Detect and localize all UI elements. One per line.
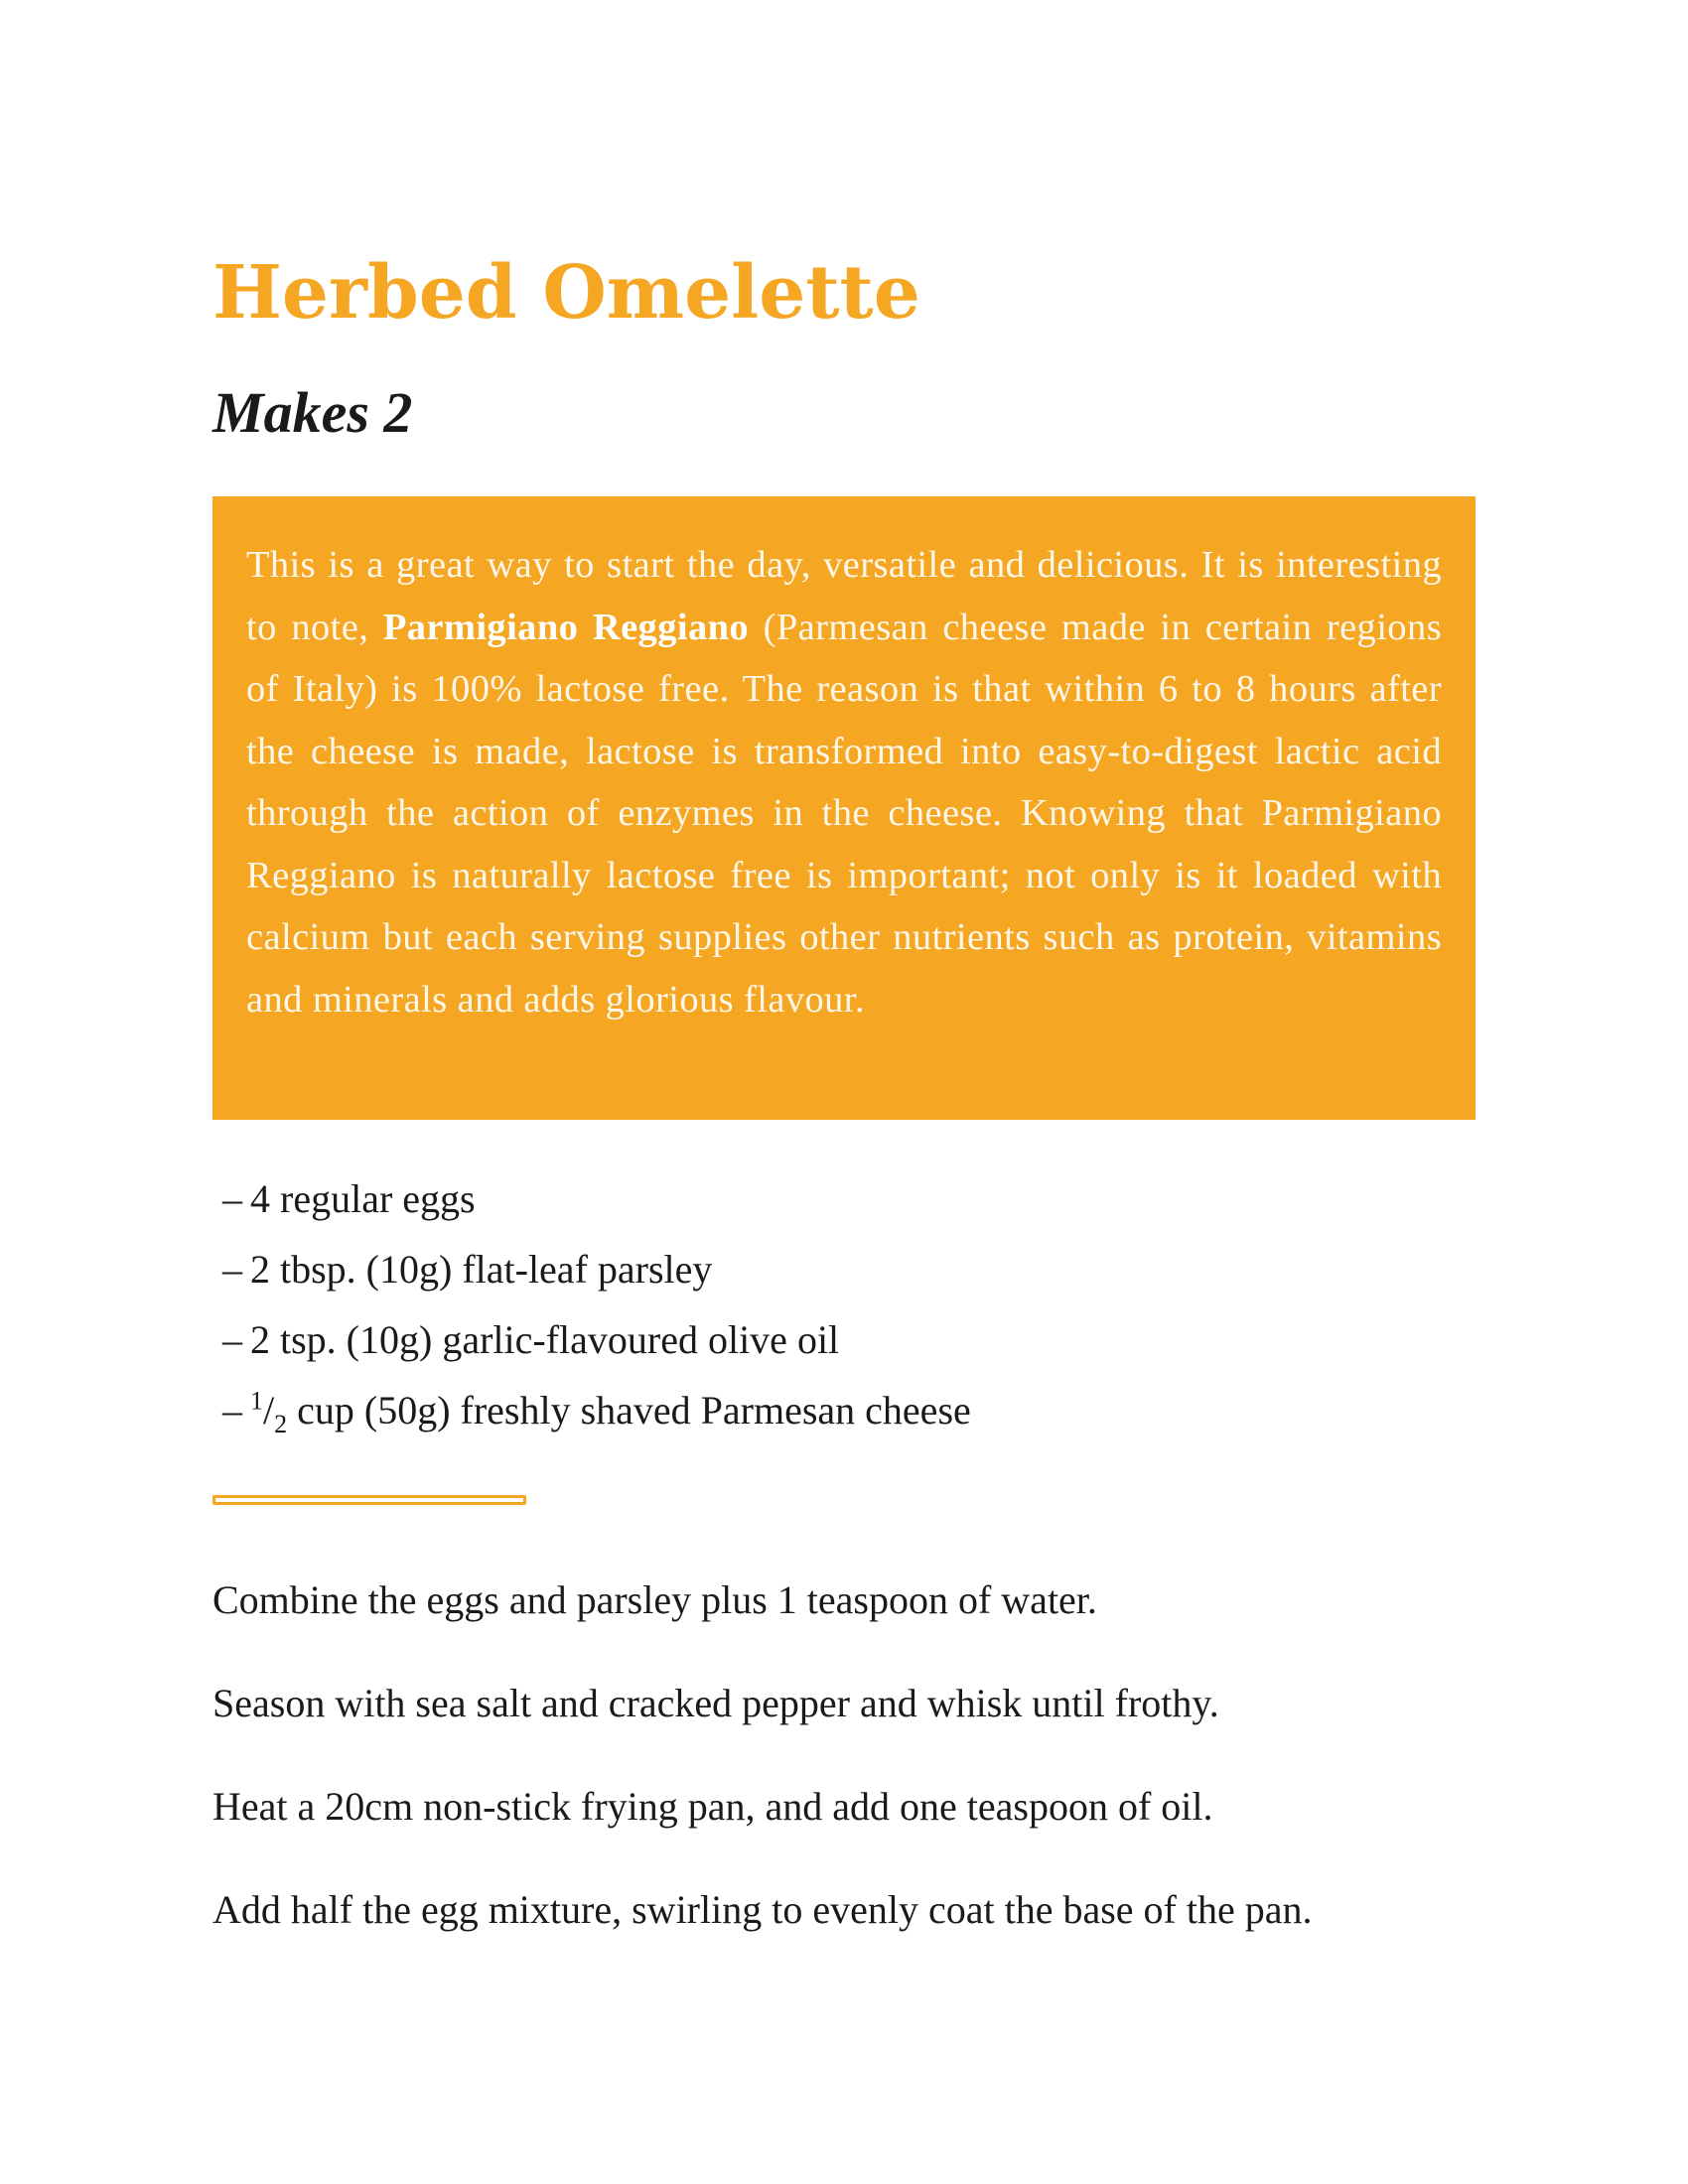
fraction-slash: / (263, 1388, 275, 1433)
ingredient-text: cup (50g) freshly shaved Parmesan cheese (287, 1388, 971, 1433)
ingredient-item (222, 1234, 971, 1304)
intro-text-start: This is a great way to start the day, versatile and delicious. It is interesting to note, (246, 544, 1442, 648)
ingredient-text: 4 regular eggs (250, 1176, 476, 1221)
method-steps (212, 1576, 1312, 1989)
section-divider (212, 1495, 526, 1505)
list-dash: – (222, 1388, 242, 1433)
method-step: Combine the eggs and parsley plus 1 teaspoon of water. (212, 1577, 1097, 1622)
ingredient-text: 2 tbsp. (10g) flat-leaf parsley (250, 1247, 713, 1292)
ingredient-item (222, 1163, 971, 1234)
ingredient-item (222, 1304, 971, 1375)
fraction-half (250, 1386, 288, 1438)
list-dash: – (222, 1247, 242, 1292)
recipe-yield: Makes 2 (212, 380, 413, 445)
list-dash: – (222, 1176, 242, 1221)
fraction-denominator: 2 (274, 1410, 288, 1438)
intro-text-rest: (Parmesan cheese made in certain regions of Italy) is 100% lactose free. The reason is that within 6 to 8 hours after the cheese is made, lactose is transformed into easy-to-digest lactic acid through the action of enzymes in the cheese. Knowing that Parmigiano Reggiano is naturally lactose free is important; not only is it loaded with calcium but each serving supplies other nutrients such as protein, vitamins and minerals and adds glorious flavour. (246, 606, 1442, 1021)
method-step: Add half the egg mixture, swirling to evenly coat the base of the pan. (212, 1887, 1313, 1932)
method-step: Heat a 20cm non-stick frying pan, and add one teaspoon of oil. (212, 1784, 1213, 1829)
intro-bold-cheese-name: Parmigiano Reggiano (382, 606, 750, 648)
ingredient-item (222, 1375, 971, 1445)
intro-callout-box (212, 496, 1476, 1120)
ingredients-list (222, 1163, 971, 1445)
fraction-numerator: 1 (250, 1386, 263, 1416)
method-step: Season with sea salt and cracked pepper and whisk until frothy. (212, 1681, 1219, 1725)
intro-text (246, 534, 1442, 1030)
ingredient-text: 2 tsp. (10g) garlic-flavoured olive oil (250, 1317, 840, 1362)
list-dash: – (222, 1317, 242, 1362)
recipe-title: Herbed Omelette (212, 250, 920, 336)
